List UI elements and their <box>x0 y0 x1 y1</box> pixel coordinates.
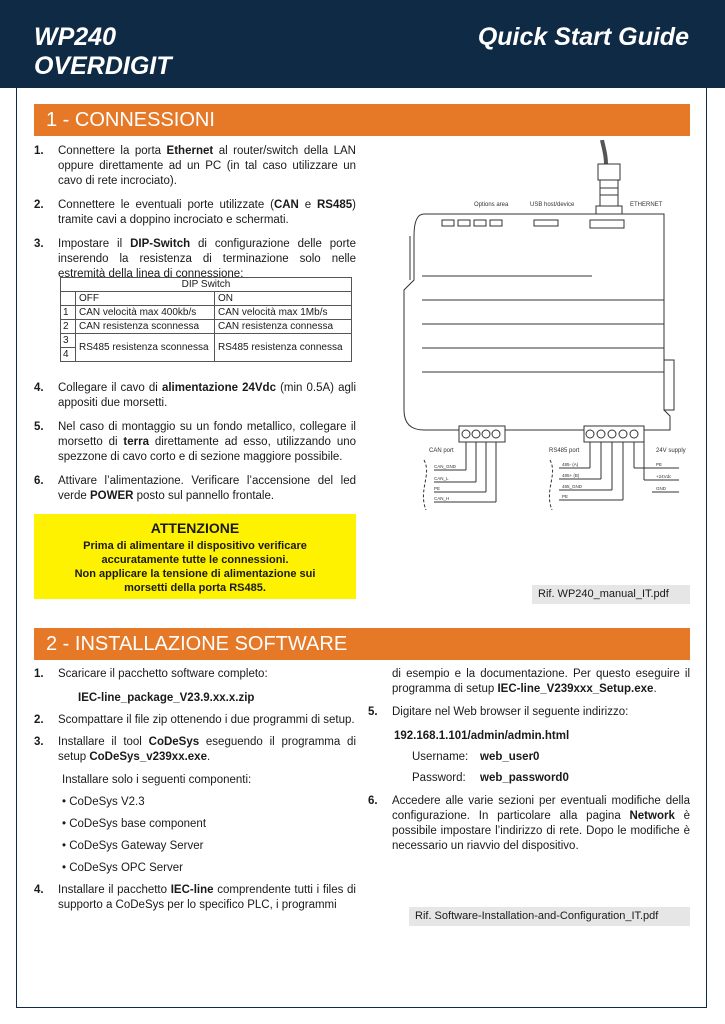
svg-text:485- (A): 485- (A) <box>562 462 579 467</box>
table-row: 4 <box>61 348 352 362</box>
label-usb: USB host/device <box>530 202 575 208</box>
guide-title: Quick Start Guide <box>477 23 689 51</box>
svg-text:PE: PE <box>562 494 569 499</box>
svg-text:PE: PE <box>656 462 663 467</box>
svg-text:485_GND: 485_GND <box>562 484 583 489</box>
svg-text:CAN_L: CAN_L <box>434 476 449 481</box>
svg-text:CAN_GND: CAN_GND <box>434 464 457 469</box>
install-steps-right <box>368 667 690 862</box>
step-3: 3. Impostare il DIP-Switch di configurazione delle porte inserendo la resistenza di terminazione solo nelle estremità della linea di connessione: <box>34 238 356 280</box>
list-item: • CoDeSys OPC Server <box>62 862 183 874</box>
svg-text:GND: GND <box>656 486 666 491</box>
svg-text:+24Vdc: +24Vdc <box>656 474 672 479</box>
install-step-1: 1. Scaricare il pacchetto software completo: IEC-line_package_V23.9.xx.x.zip <box>34 667 356 706</box>
section-installazione-title: 2 - INSTALLAZIONE SOFTWARE <box>34 628 690 660</box>
manual-reference: Rif. WP240_manual_IT.pdf <box>532 585 690 604</box>
section-connessioni-title: 1 - CONNESSIONI <box>34 104 690 136</box>
label-24v-supply: 24V supply <box>656 448 686 454</box>
install-steps-left <box>34 667 356 920</box>
label-can-port: CAN port <box>429 448 454 454</box>
dip-switch-table <box>60 277 352 362</box>
step-6: 6. Attivare l’alimentazione. Verificare l’accensione del led verde POWER posto sul pannello frontale. <box>34 475 356 502</box>
install-step-4-cont: di esempio e la documentazione. Per questo eseguire il programma di setup IEC-line_V239xxx_Setup.exe. <box>392 668 690 695</box>
connection-steps <box>34 144 356 291</box>
username-value: web_user0 <box>480 751 540 763</box>
software-reference: Rif. Software-Installation-and-Configuration_IT.pdf <box>409 907 690 926</box>
svg-text:PE: PE <box>434 486 441 491</box>
attention-title: ATTENZIONE <box>150 520 240 536</box>
table-row: 2 CAN resistenza sconnessa CAN resistenza connessa <box>61 320 352 334</box>
step-4: 4. Collegare il cavo di alimentazione 24Vdc (min 0.5A) agli appositi due morsetti. <box>34 382 357 409</box>
step-1: 1. Connettere la porta Ethernet al router/switch della LAN oppure direttamente ad un PC (in tal caso utilizzare un cavo di rete incrociato). <box>34 145 356 187</box>
table-row: 1 CAN velocità max 400kb/s CAN velocità max 1Mb/s <box>61 306 352 320</box>
product-title: WP240 <box>34 23 116 51</box>
list-item: • CoDeSys V2.3 <box>62 796 145 808</box>
svg-text:485+ (B): 485+ (B) <box>562 473 580 478</box>
connection-steps-cont <box>34 381 356 513</box>
install-step-4: 4. Installare il pacchetto IEC-line comprendente tutti i files di supporto a CoDeSys per lo specifico PLC, i programmi <box>34 884 356 911</box>
label-rs485-port: RS485 port <box>549 448 580 454</box>
dip-col-off: OFF <box>76 292 215 306</box>
label-options-area: Options area <box>474 202 509 208</box>
package-filename: IEC-line_package_V23.9.xx.x.zip <box>78 692 255 704</box>
list-item: • CoDeSys base component <box>62 818 207 830</box>
install-step-2: 2. Scompattare il file zip ottenendo i due programmi di setup. <box>34 714 355 726</box>
dip-col-on: ON <box>215 292 352 306</box>
install-step-3: 3. Installare il tool CoDeSys eseguendo il programma di setup CoDeSys_v239xx.exe. Installare solo i seguenti componenti: • CoDeSys V2.3 • CoDeSys base component • CoDeSys Gateway Server • CoDeSys OPC Server <box>34 736 356 874</box>
svg-text:CAN_H: CAN_H <box>434 496 450 501</box>
label-ethernet: ETHERNET <box>630 202 663 208</box>
password-value: web_password0 <box>480 772 569 784</box>
dip-table-title: DIP Switch <box>61 278 352 292</box>
device-diagram <box>374 140 696 520</box>
attention-text: Prima di alimentare il dispositivo verificare accuratamente tutte le connessioni. Non applicare la tensione di alimentazione sui morsetti della porta RS485. <box>74 540 316 594</box>
install-step-6: 6. Accedere alle varie sezioni per eventuali modifiche della configurazione. In particolare alla pagina Network è possibile impostare l’indirizzo di rete. Dopo le modifiche è necessario un riavvio del dispositivo. <box>368 795 690 852</box>
step-2: 2. Connettere le eventuali porte utilizzate (CAN e RS485) tramite cavi a doppino incrociato e schermati. <box>34 199 356 226</box>
admin-url: 192.168.1.101/admin/admin.html <box>394 730 570 742</box>
header-bar <box>0 0 725 88</box>
list-item: • CoDeSys Gateway Server <box>62 840 204 852</box>
attention-box <box>34 514 356 599</box>
step-5: 5. Nel caso di montaggio su un fondo metallico, collegare il morsetto di terra direttamente ad esso, utilizzando uno spezzone di cavo corto e di sezione maggiore possibile. <box>34 421 357 463</box>
table-row: 3 RS485 resistenza sconnessa RS485 resistenza connessa <box>61 334 352 348</box>
install-step-5: 5. Digitare nel Web browser il seguente indirizzo: 192.168.1.101/admin/admin.html Username: web_user0 Password: web_password0 <box>368 705 690 786</box>
brand-title: OVERDIGIT <box>34 52 172 80</box>
